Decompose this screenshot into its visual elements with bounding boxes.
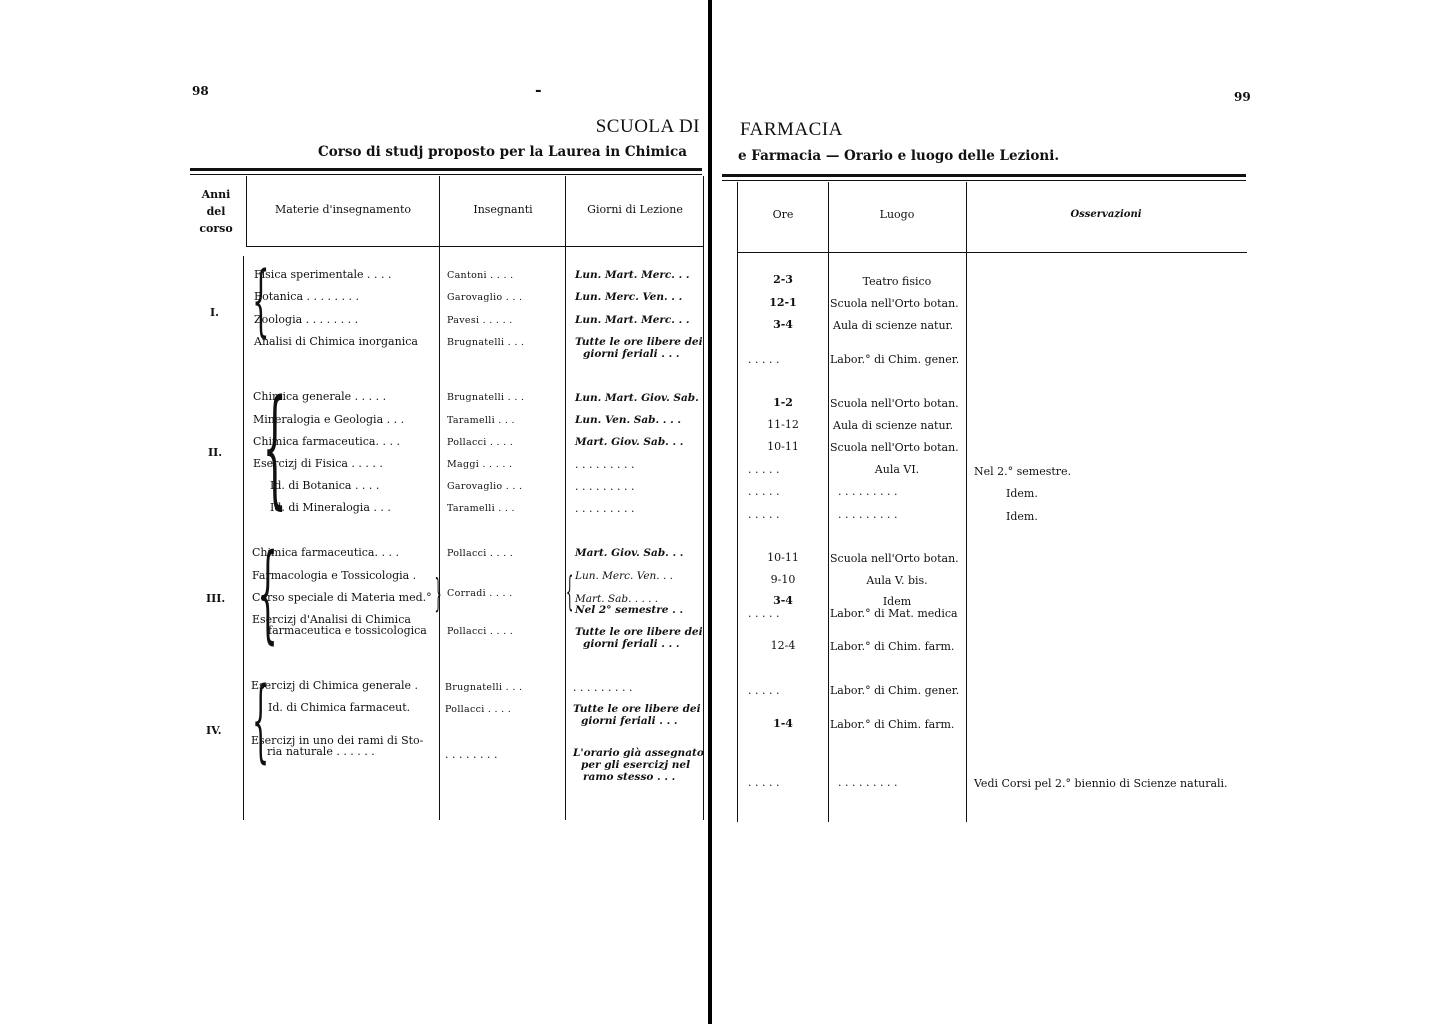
left-subtitle: Corso di studj proposto per la Laurea in Chimica <box>318 144 687 160</box>
giorni-cell: Lun. Ven. Sab. . . . <box>575 414 682 426</box>
luogo-cell: Labor.° di Mat. medica <box>830 607 958 620</box>
giorni-cell: Lun. Merc. Ven. . . <box>575 291 683 303</box>
ore-cell: . . . . . <box>748 353 780 366</box>
luogo-cell: Scuola nell'Orto botan. <box>830 441 959 454</box>
materia-cell: Id. di Botanica . . . . <box>270 479 380 492</box>
right-header-rule <box>737 252 1247 253</box>
materia-cell: Fisica sperimentale . . . . <box>254 268 392 281</box>
left-header-rule <box>246 246 704 247</box>
insegnante-cell: Garovaglio . . . <box>447 481 523 492</box>
materia-cell: Analisi di Chimica inorganica <box>254 335 418 348</box>
luogo-cell: . . . . . . . . . <box>838 485 898 498</box>
insegnante-cell: Taramelli . . . <box>447 415 515 426</box>
left-top-rule-thin <box>190 174 702 175</box>
luogo-cell: . . . . . . . . . <box>838 776 898 789</box>
left-col-line-3 <box>565 176 566 820</box>
year-brace-4: { <box>252 668 270 773</box>
year-label-2: II. <box>208 446 223 459</box>
header-anni-1: Anni <box>201 188 231 201</box>
header-insegnanti: Insegnanti <box>473 203 533 216</box>
insegnante-cell: Brugnatelli . . . <box>445 682 523 693</box>
materia-cell: Botanica . . . . . . . . <box>254 290 359 303</box>
left-col-line-2 <box>439 176 440 820</box>
giorni-cell-cont: per gli esercizj nel <box>581 759 691 771</box>
right-subtitle: e Farmacia — Orario e luogo delle Lezioni. <box>738 148 1060 164</box>
insegnante-cell: Pollacci . . . . <box>447 548 514 559</box>
giorni-cell: Lun. Mart. Merc. . . <box>575 314 690 326</box>
page-gutter <box>708 0 712 1024</box>
giorni-cell: . . . . . . . . . <box>575 480 635 493</box>
luogo-cell: Idem <box>882 595 912 608</box>
materia-cell: Farmacologia e Tossicologia . <box>252 569 417 582</box>
materia-cell: Id. di Mineralogia . . . <box>270 501 391 514</box>
materia-cell: Chimica generale . . . . . <box>253 390 387 403</box>
giorni-cell-cont: giorni feriali . . . <box>583 348 680 360</box>
header-materie: Materie d'insegnamento <box>274 203 412 216</box>
ore-cell: 1-4 <box>773 717 793 730</box>
luogo-cell: Labor.° di Chim. farm. <box>830 718 955 731</box>
luogo-cell: Aula di scienze natur. <box>833 319 954 332</box>
luogo-cell: Labor.° di Chim. gener. <box>830 353 960 366</box>
insegnante-cell: . . . . . . . . <box>445 748 498 761</box>
right-col-line-2 <box>966 182 967 822</box>
luogo-cell: Labor.° di Chim. farm. <box>830 640 955 653</box>
left-title: SCUOLA DI <box>595 116 700 137</box>
materia-cell-cont: ria naturale . . . . . . <box>267 745 375 758</box>
giorni-cell-cont: ramo stesso . . . <box>583 771 676 783</box>
giorni-cell: Lun. Mart. Merc. . . <box>575 269 690 281</box>
page-number-left: 98 <box>192 84 209 98</box>
left-top-rule-thick <box>190 168 702 171</box>
giorni-cell: Mart. Giov. Sab. . . <box>575 547 684 559</box>
insegnante-cell: Brugnatelli . . . <box>447 337 525 348</box>
ore-cell: 10-11 <box>767 551 799 564</box>
materia-cell: Chimica farmaceutica. . . . <box>252 546 399 559</box>
osservazioni-cell: Idem. <box>1006 510 1038 523</box>
luogo-cell: Teatro fisico <box>862 275 932 288</box>
ore-cell: 2-3 <box>773 273 793 286</box>
year-brace-1: { <box>252 256 270 346</box>
header-giorni: Giorni di Lezione <box>587 203 683 216</box>
ore-cell: 11-12 <box>767 418 799 431</box>
ore-cell: 1-2 <box>773 396 793 409</box>
giorni-cell: . . . . . . . . . <box>573 681 633 694</box>
osservazioni-cell: Idem. <box>1006 487 1038 500</box>
luogo-cell: Labor.° di Chim. gener. <box>830 684 960 697</box>
header-anni-2: del <box>206 205 226 218</box>
year-brace-3: { <box>257 531 278 654</box>
ore-cell: . . . . . <box>748 463 780 476</box>
ore-cell: . . . . . <box>748 607 780 620</box>
ore-cell: . . . . . <box>748 485 780 498</box>
insegnante-cell: Pavesi . . . . . <box>447 315 513 326</box>
osservazioni-cell: Nel 2.° semestre. <box>974 465 1072 478</box>
insegnante-cell: Corradi . . . . <box>447 588 513 599</box>
giorni-cell-cont: giorni feriali . . . <box>581 715 678 727</box>
giorni-cell: Mart. Giov. Sab. . . <box>575 436 684 448</box>
luogo-cell: Scuola nell'Orto botan. <box>830 397 959 410</box>
year-brace-2: { <box>262 373 287 522</box>
giorni-cell: . . . . . . . . . <box>575 458 635 471</box>
right-top-rule-thin <box>722 180 1246 181</box>
ore-cell: . . . . . <box>748 684 780 697</box>
year-label-3: III. <box>206 592 226 605</box>
giorni-cell: Lun. Mart. Giov. Sab. <box>575 392 699 404</box>
header-anni-3: corso <box>199 222 233 235</box>
ore-cell: . . . . . <box>748 508 780 521</box>
insegnante-cell: Cantoni . . . . <box>447 270 514 281</box>
giorni-cell: Tutte le ore libere dei <box>575 336 703 348</box>
right-title: FARMACIA <box>740 119 843 140</box>
header-ore: Ore <box>772 208 794 221</box>
ore-cell: 3-4 <box>773 318 793 331</box>
giorni-cell: Tutte le ore libere dei <box>573 703 701 715</box>
giorni-cell: Tutte le ore libere dei <box>575 626 703 638</box>
materia-cell: Esercizj di Fisica . . . . . <box>253 457 383 470</box>
corradi-brace-left: } <box>434 571 442 615</box>
materia-cell: Esercizj d'Analisi di Chimica <box>252 613 411 626</box>
top-mark: - <box>535 80 542 99</box>
giorni-cell-cont: Nel 2° semestre . . <box>575 604 684 616</box>
luogo-cell: Aula VI. <box>874 463 920 476</box>
right-top-rule-thick <box>722 174 1246 177</box>
header-anni <box>190 186 242 237</box>
osservazioni-cell: Vedi Corsi pel 2.° biennio di Scienze naturali. <box>974 777 1228 790</box>
year-label-4: IV. <box>206 724 222 737</box>
giorni-cell: L'orario già assegnato <box>573 747 704 759</box>
materia-cell: Chimica farmaceutica. . . . <box>253 435 400 448</box>
materia-cell: Esercizj di Chimica generale . <box>251 679 419 692</box>
insegnante-cell: Taramelli . . . <box>447 503 515 514</box>
left-col-line-4 <box>703 176 704 820</box>
luogo-cell: Scuola nell'Orto botan. <box>830 552 959 565</box>
ore-cell: 12-4 <box>770 639 796 652</box>
corradi-brace: { <box>565 569 574 615</box>
page-number-right: 99 <box>1234 90 1251 104</box>
insegnante-cell: Maggi . . . . . <box>447 459 513 470</box>
insegnante-cell: Pollacci . . . . <box>447 437 514 448</box>
ore-cell: 3-4 <box>773 594 793 607</box>
giorni-cell: Lun. Merc. Ven. . . <box>575 570 673 582</box>
giorni-cell-cont: giorni feriali . . . <box>583 638 680 650</box>
insegnante-cell: Pollacci . . . . <box>445 704 512 715</box>
giorni-cell: Mart. Sab. . . . . <box>575 593 659 605</box>
materia-cell: Esercizj in uno dei rami di Sto- <box>251 734 424 747</box>
materia-cell: Id. di Chimica farmaceut. <box>268 701 411 714</box>
ore-cell: 12-1 <box>769 296 797 309</box>
ore-cell: 9-10 <box>770 573 796 586</box>
left-col-line-1b <box>243 256 244 820</box>
ore-cell: 10-11 <box>767 440 799 453</box>
materia-cell: Corso speciale di Materia med.° <box>252 591 432 604</box>
luogo-cell: Aula V. bis. <box>866 574 928 587</box>
ore-cell: . . . . . <box>748 776 780 789</box>
giorni-cell: . . . . . . . . . <box>575 502 635 515</box>
materia-cell: Mineralogia e Geologia . . . <box>253 413 405 426</box>
materia-cell-cont: farmaceutica e tossicologica <box>268 624 427 637</box>
header-osservazioni: Osservazioni <box>1070 209 1142 220</box>
luogo-cell: . . . . . . . . . <box>838 508 898 521</box>
header-luogo: Luogo <box>879 208 915 221</box>
insegnante-cell: Pollacci . . . . <box>447 626 514 637</box>
insegnante-cell: Garovaglio . . . <box>447 292 523 303</box>
luogo-cell: Scuola nell'Orto botan. <box>830 297 959 310</box>
luogo-cell: Aula di scienze natur. <box>833 419 954 432</box>
insegnante-cell: Brugnatelli . . . <box>447 392 525 403</box>
materia-cell: Zoologia . . . . . . . . <box>254 313 359 326</box>
year-label-1: I. <box>210 306 219 319</box>
left-col-line-1 <box>246 176 247 246</box>
